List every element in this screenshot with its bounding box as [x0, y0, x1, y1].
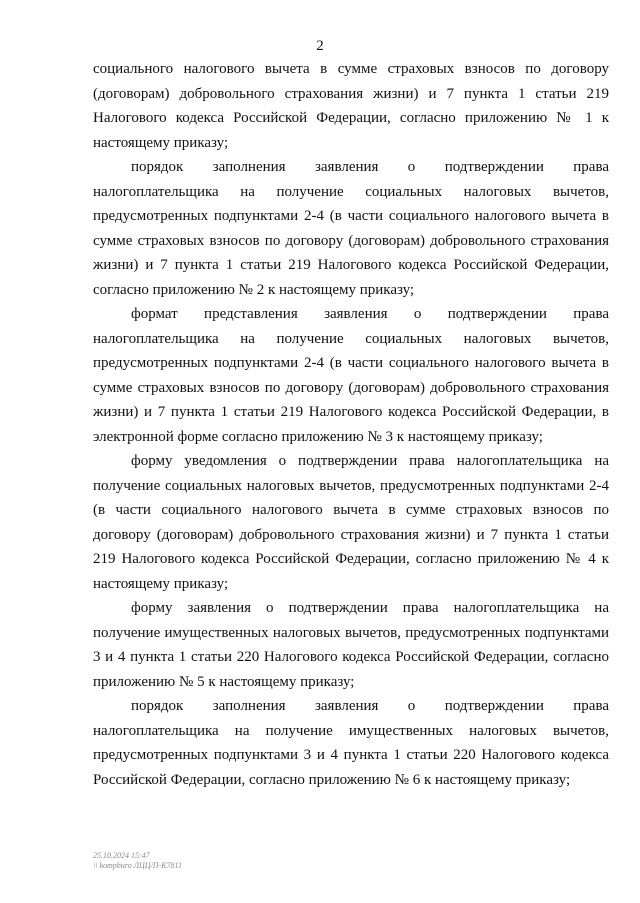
document-body: [93, 57, 609, 792]
paragraph-property-deduction-procedure: порядок заполнения заявления о подтверждении права налогоплательщика на получение имущественных налоговых вычетов, предусмотренных подпунктами 3 и 4 пункта 1 статьи 220 Налогового кодекса Российской Федерации, согласно приложению № 6 к настоящему приказу;: [93, 698, 609, 788]
document-footer-stamp: [93, 851, 182, 871]
paragraph-property-deduction-form: форму заявления о подтверждении права налогоплательщика на получение имущественных налоговых вычетов, предусмотренных подпунктами 3 и 4 пункта 1 статьи 220 Налогового кодекса Российской Федерации, согласно приложению № 5 к настоящему приказу;: [93, 600, 609, 690]
paragraph-continuation: социального налогового вычета в сумме страховых взносов по договору (договорам) добровольного страхования жизни) и 7 пункта 1 статьи 219 Налогового кодекса Российской Федерации, согласно приложению № 1 к настоящему приказу;: [93, 61, 609, 151]
paragraph-notification-form: форму уведомления о подтверждении права налогоплательщика на получение социальных налоговых вычетов, предусмотренных подпунктами 2-4 (в части социального налогового вычета в сумме страховых взносов по договору (договорам) добровольного страхования жизни) и 7 пункта 1 статьи 219 Налогового кодекса Российской Федерации, согласно приложению № 4 к настоящему приказу;: [93, 453, 609, 592]
page-number: 2: [316, 38, 324, 54]
footer-file-path: \\ kompburo ЛЦЦ/П-К7811: [93, 861, 182, 870]
footer-timestamp: 25.10.2024 15:47: [93, 851, 150, 860]
paragraph-procedure-application: порядок заполнения заявления о подтверждении права налогоплательщика на получение социальных налоговых вычетов, предусмотренных подпунктами 2-4 (в части социального налогового вычета в сумме страховых взносов по договору (договорам) добровольного страхования жизни) и 7 пункта 1 статьи 219 Налогового кодекса Российской Федерации, согласно приложению № 2 к настоящему приказу;: [93, 159, 609, 298]
paragraph-electronic-format: формат представления заявления о подтверждении права налогоплательщика на получение социальных налоговых вычетов, предусмотренных подпунктами 2-4 (в части социального налогового вычета в сумме страховых взносов по договору (договорам) добровольного страхования жизни) и 7 пункта 1 статьи 219 Налогового кодекса Российской Федерации, в электронной форме согласно приложению № 3 к настоящему приказу;: [93, 306, 609, 445]
